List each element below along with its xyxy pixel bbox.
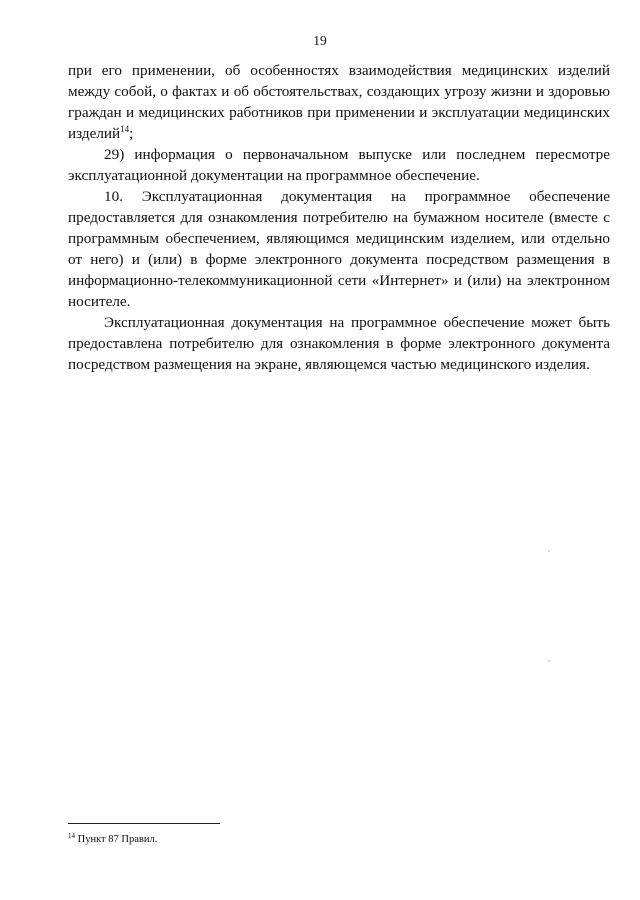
footnote-number: 14 — [68, 832, 75, 840]
footnote — [68, 833, 157, 846]
scan-artifact — [548, 660, 550, 662]
paragraph-section-10: 10. Эксплуатационная документация на программное обеспечение предоставляется для ознакомления потребителю на бумажном носителе (вместе с программным обеспечением, являющимся медицинским изделием, или отдельно от него) и (или) в форме электронного документа посредством размещения в информационно-телекоммуникационной сети «Интернет» и (или) на электронном носителе. — [68, 188, 610, 310]
paragraph-text: при его применении, об особенностях взаимодействия медицинских изделий между собой, о фактах и об обстоятельствах, создающих угрозу жизни и здоровью граждан и медицинских работников при применении и эксплуатации медицинских изделий — [68, 62, 610, 142]
paragraph-electronic-display: Эксплуатационная документация на программное обеспечение может быть предоставлена потребителю для ознакомления в форме электронного документа посредством размещения на экране, являющемся частью медицинского изделия. — [68, 314, 610, 373]
footnote-reference: 14 — [120, 124, 130, 134]
paragraph-continuation — [68, 60, 610, 144]
paragraph-item-29: 29) информация о первоначальном выпуске или последнем пересмотре эксплуатационной документации на программное обеспечение. — [68, 146, 610, 184]
page-number: 19 — [313, 33, 327, 48]
footnote-text: Пункт 87 Правил. — [75, 834, 158, 845]
document-body — [68, 60, 610, 375]
scan-artifact — [548, 550, 550, 552]
footnote-divider — [68, 823, 220, 824]
paragraph-punctuation: ; — [129, 125, 134, 142]
